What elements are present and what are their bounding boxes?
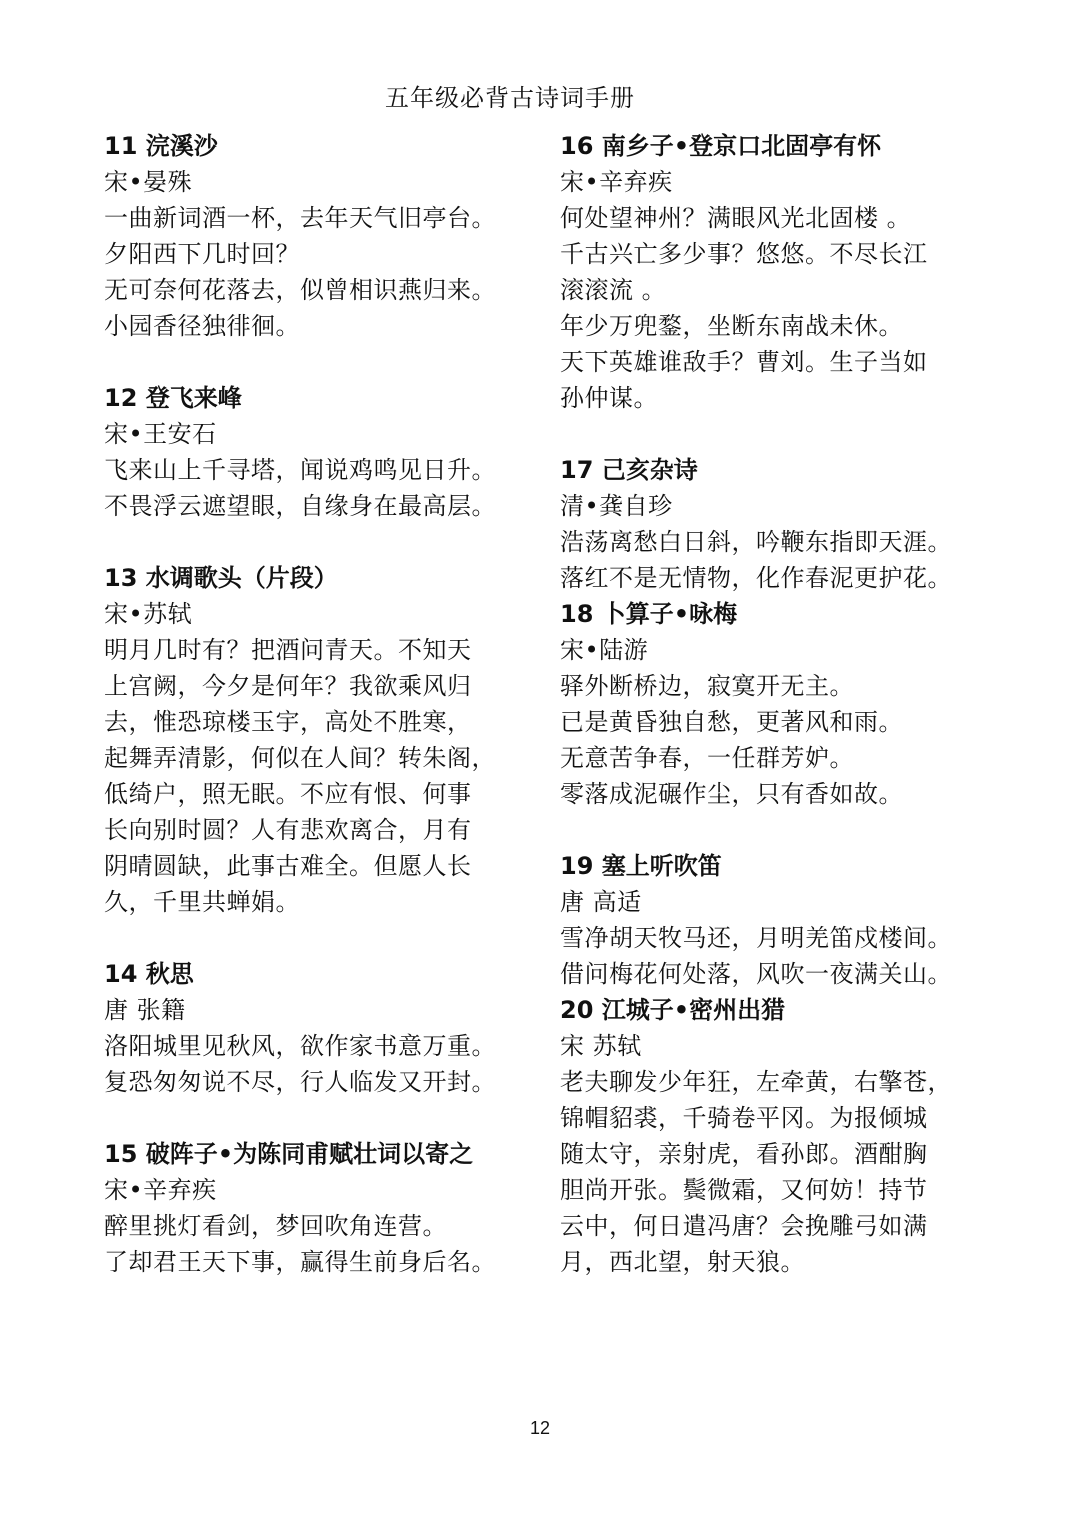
poem-line: 云中，何日遣冯唐？会挽雕弓如满	[560, 1212, 928, 1240]
poem-line: 长向别时圆？人有悲欢离合，月有	[104, 816, 472, 844]
poem-line: 明月几时有？把酒问青天。不知天	[104, 636, 472, 664]
poem-line: 滚滚流 。	[560, 276, 667, 304]
poem-11	[104, 128, 544, 344]
poem-line: 借问梅花何处落，风吹一夜满关山。	[560, 960, 952, 988]
poem-title: 14 秋思	[104, 960, 194, 988]
poem-line: 雪净胡天牧马还，月明羌笛戍楼间。	[560, 924, 952, 952]
page-title: 五年级必背古诗词手册	[385, 84, 635, 112]
poem-13	[104, 560, 544, 920]
poem-author: 宋 苏轼	[560, 1032, 642, 1060]
poem-17	[560, 452, 1040, 596]
poem-line: 久，千里共蝉娟。	[104, 888, 300, 916]
page-number: 12	[529, 1418, 551, 1438]
poem-title: 20 江城子•密州出猎	[560, 996, 786, 1024]
poem-line: 锦帽貂裘，千骑卷平冈。为报倾城	[560, 1104, 928, 1132]
poem-author: 宋•陆游	[560, 636, 649, 664]
poem-author: 宋•辛弃疾	[104, 1176, 217, 1204]
poem-line: 去，惟恐琼楼玉宇，高处不胜寒，	[104, 708, 472, 736]
poem-line: 月，西北望，射天狼。	[560, 1248, 805, 1276]
poem-line: 胆尚开张。鬓微霜，又何妨！持节	[560, 1176, 928, 1204]
poem-line: 年少万兜鍪，坐断东南战未休。	[560, 312, 903, 340]
poem-line: 何处望神州？满眼风光北固楼 。	[560, 204, 912, 232]
poem-title: 11 浣溪沙	[104, 132, 218, 160]
right-column	[560, 128, 1040, 1280]
poem-14	[104, 956, 544, 1100]
poem-12	[104, 380, 544, 524]
poem-line: 夕阳西下几时回？	[104, 240, 300, 268]
poem-title: 19 塞上听吹笛	[560, 852, 722, 880]
poem-title: 15 破阵子•为陈同甫赋壮词以寄之	[104, 1140, 474, 1168]
poem-line: 无可奈何花落去，似曾相识燕归来。	[104, 276, 496, 304]
poem-20	[560, 992, 1040, 1280]
poem-line: 落红不是无情物，化作春泥更护花。	[560, 564, 952, 592]
poem-18	[560, 596, 1040, 812]
poem-author: 清•龚自珍	[560, 492, 673, 520]
poem-line: 起舞弄清影，何似在人间？转朱阁，	[104, 744, 496, 772]
poem-author: 宋•王安石	[104, 420, 217, 448]
poem-19	[560, 848, 1040, 992]
poem-15	[104, 1136, 544, 1280]
poem-title: 18 卜算子•咏梅	[560, 600, 738, 628]
poem-author: 唐 张籍	[104, 996, 186, 1024]
poem-author: 宋•苏轼	[104, 600, 193, 628]
poem-line: 天下英雄谁敌手？曹刘。生子当如	[560, 348, 928, 376]
poem-author: 宋•辛弃疾	[560, 168, 673, 196]
poem-title: 12 登飞来峰	[104, 384, 242, 412]
poem-line: 已是黄昏独自愁，更著风和雨。	[560, 708, 903, 736]
poem-line: 小园香径独徘徊。	[104, 312, 300, 340]
poem-line: 醉里挑灯看剑，梦回吹角连营。	[104, 1212, 447, 1240]
poem-line: 洛阳城里见秋风，欲作家书意万重。	[104, 1032, 496, 1060]
poem-line: 上宫阙，今夕是何年？我欲乘风归	[104, 672, 472, 700]
poem-line: 不畏浮云遮望眼，自缘身在最高层。	[104, 492, 496, 520]
poem-line: 孙仲谋。	[560, 384, 658, 412]
poem-line: 驿外断桥边，寂寞开无主。	[560, 672, 854, 700]
poem-line: 随太守，亲射虎，看孙郎。酒酣胸	[560, 1140, 928, 1168]
poem-line: 阴晴圆缺，此事古难全。但愿人长	[104, 852, 472, 880]
poem-line: 千古兴亡多少事？悠悠。不尽长江	[560, 240, 928, 268]
poem-line: 了却君王天下事，赢得生前身后名。	[104, 1248, 496, 1276]
poem-line: 飞来山上千寻塔，闻说鸡鸣见日升。	[104, 456, 496, 484]
poem-title: 16 南乡子•登京口北固亭有怀	[560, 132, 882, 160]
poem-line: 零落成泥碾作尘，只有香如故。	[560, 780, 903, 808]
poem-title: 17 己亥杂诗	[560, 456, 698, 484]
poem-author: 宋•晏殊	[104, 168, 193, 196]
poem-line: 复恐匆匆说不尽，行人临发又开封。	[104, 1068, 496, 1096]
poem-line: 老夫聊发少年狂，左牵黄，右擎苍，	[560, 1068, 952, 1096]
poem-title: 13 水调歌头（片段）	[104, 564, 338, 592]
poem-line: 一曲新词酒一杯，去年天气旧亭台。	[104, 204, 496, 232]
left-column	[104, 128, 544, 1280]
poem-16	[560, 128, 1040, 416]
poem-author: 唐 高适	[560, 888, 642, 916]
poem-line: 无意苦争春，一任群芳妒。	[560, 744, 854, 772]
poem-line: 低绮户，照无眠。不应有恨、何事	[104, 780, 472, 808]
poem-line: 浩荡离愁白日斜，吟鞭东指即天涯。	[560, 528, 952, 556]
